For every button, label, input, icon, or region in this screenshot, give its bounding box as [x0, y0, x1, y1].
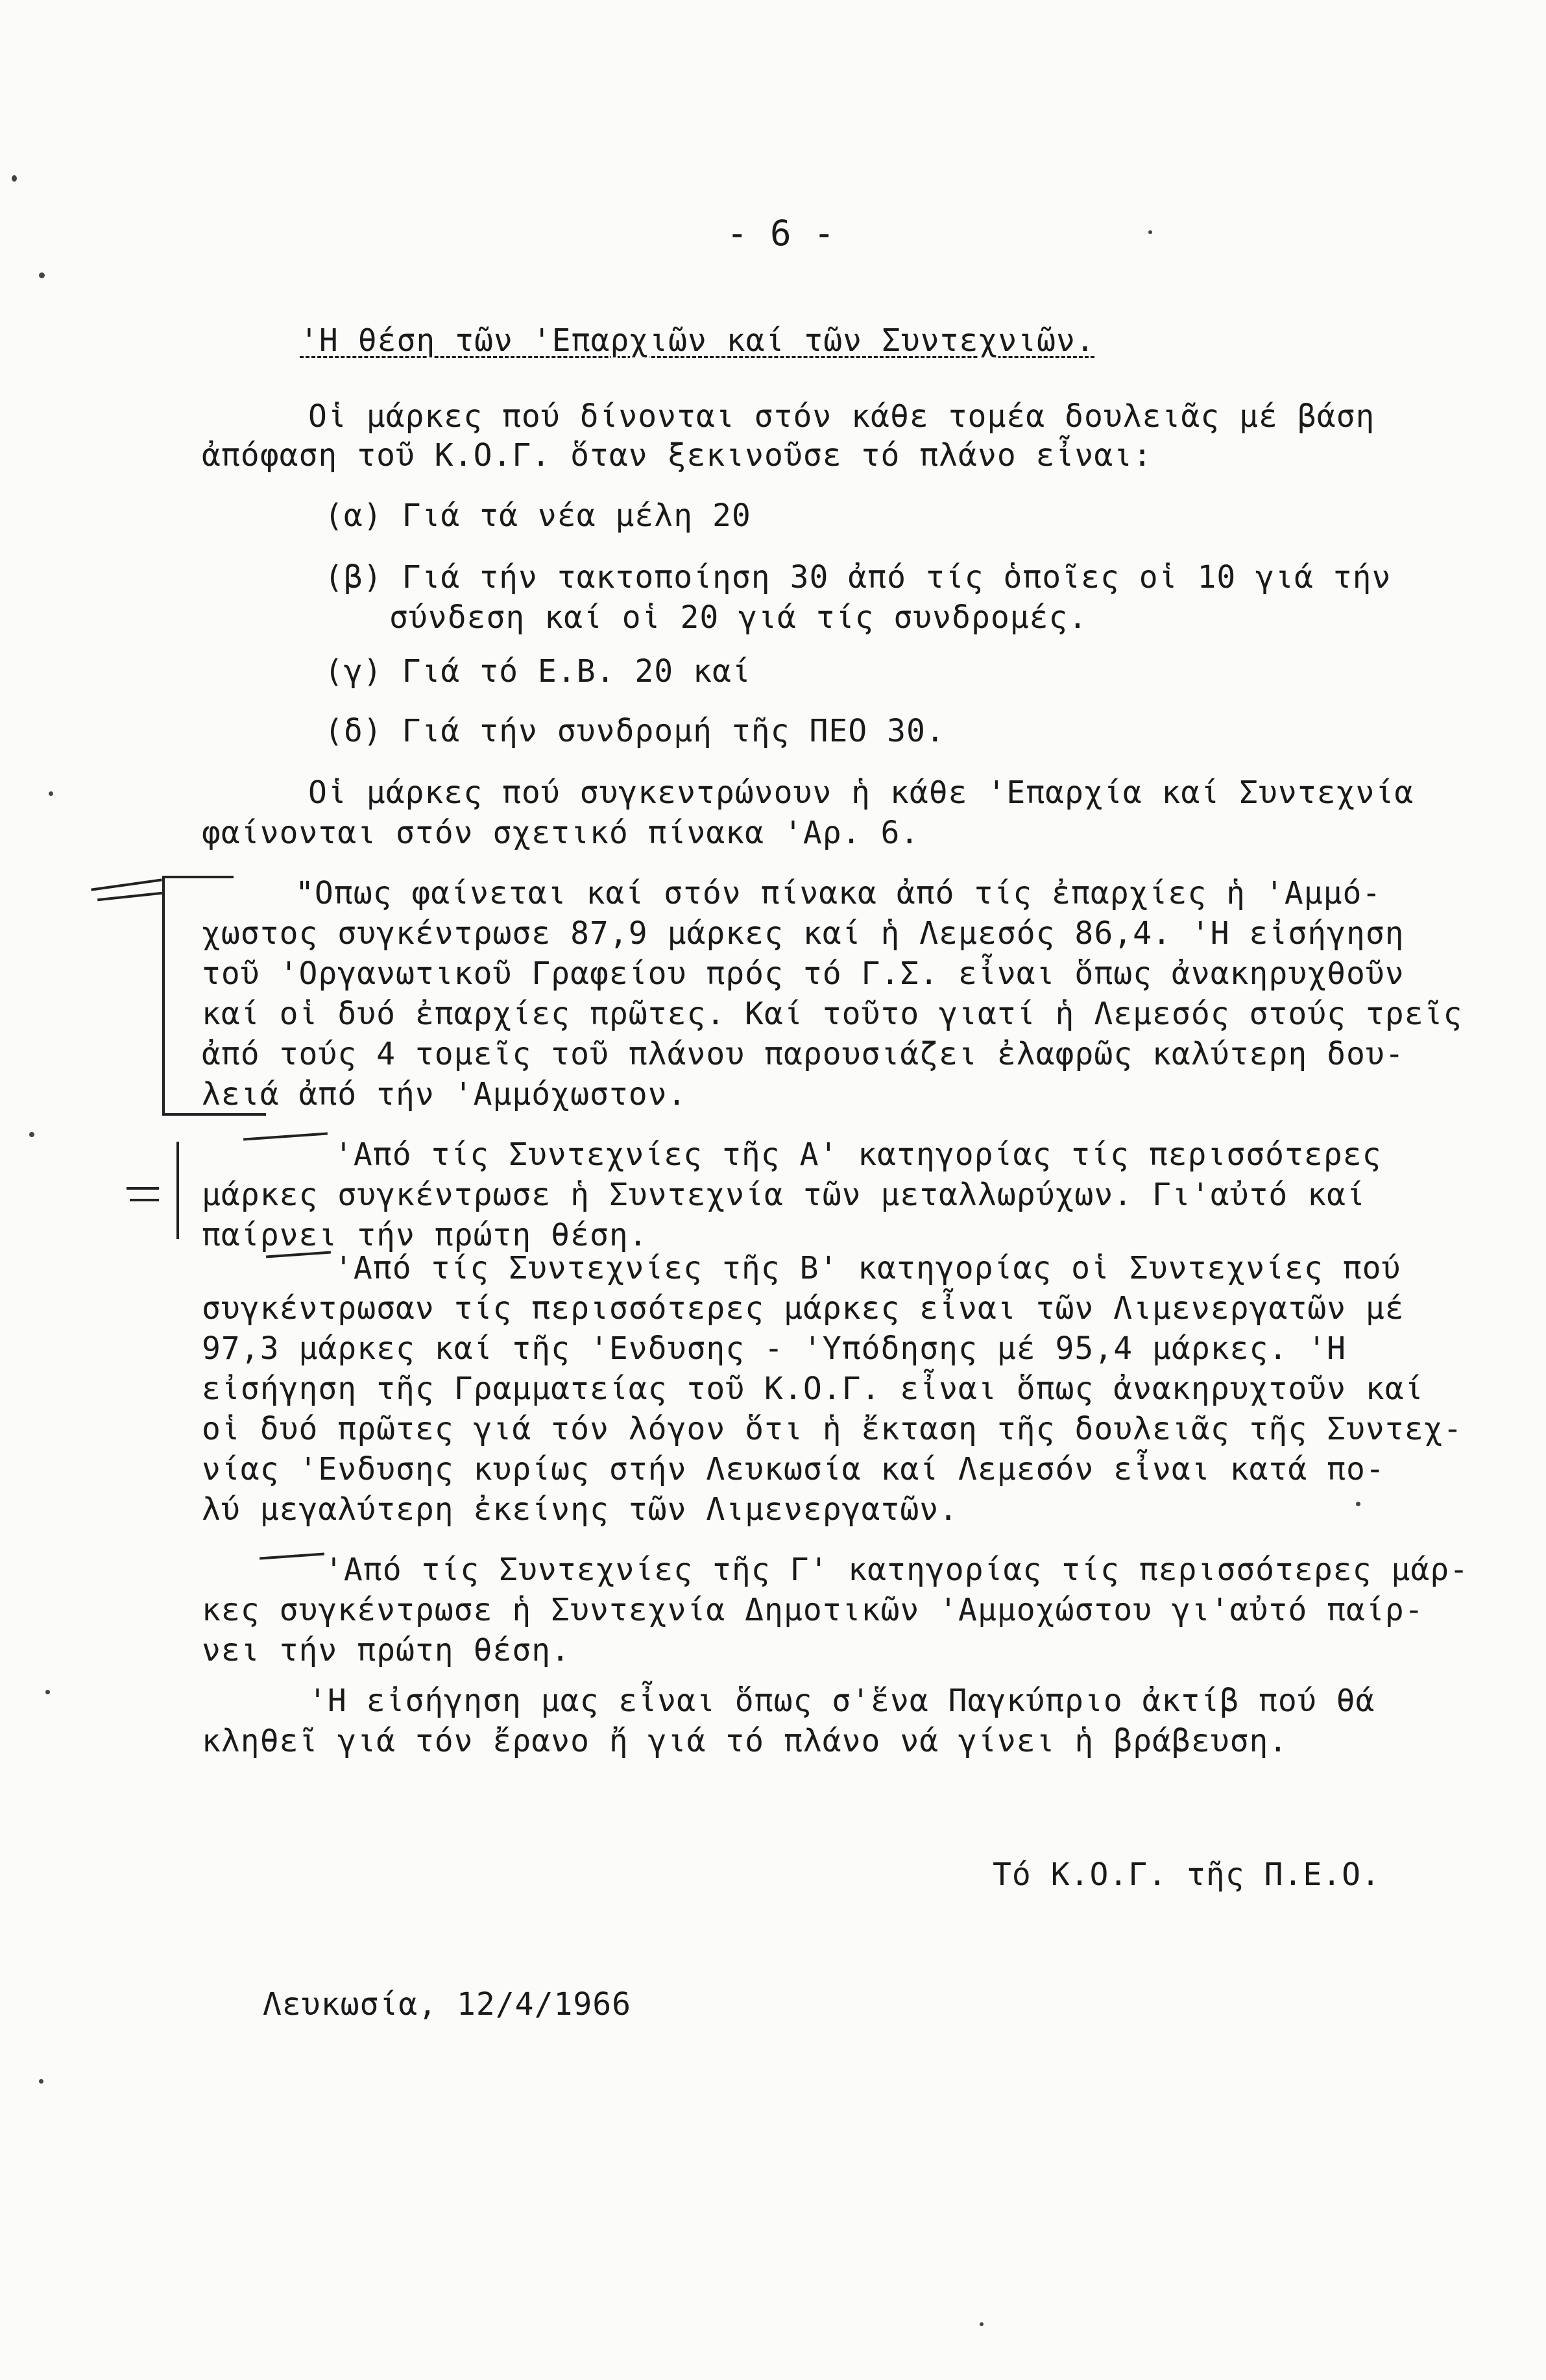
cat-b-line-4: εἰσήγηση τῆς Γραμματείας τοῦ Κ.Ο.Γ. εἶναι ὅπως ἀνακηρυχτοῦν καί — [202, 1371, 1424, 1407]
marks-para-line-2: φαίνονται στόν σχετικό πίνακα 'Αρ. 6. — [202, 815, 920, 851]
margin-stroke — [127, 1187, 159, 1190]
speck — [39, 272, 45, 278]
cat-b-line-6: νίας 'Ενδυσης κυρίως στήν Λευκωσία καί Λεμεσόν εἶναι κατά πο- — [202, 1451, 1385, 1487]
margin-dash — [260, 1553, 324, 1560]
cat-c-line-1: 'Από τίς Συντεχνίες τῆς Γ' κατηγορίας τίς περισσότερες μάρ- — [324, 1552, 1469, 1588]
cat-c-line-2: κες συγκέντρωσε ἡ Συντεχνία Δημοτικῶν 'Αμμοχώστου γι'αὐτό παίρ- — [202, 1592, 1424, 1628]
provinces-line-1: "Οπως φαίνεται καί στόν πίνακα ἀπό τίς ἐπαρχίες ἡ 'Αμμό- — [295, 875, 1382, 911]
cat-a-line-3: παίρνει τήν πρώτη θέση. — [202, 1217, 648, 1253]
item-b-label: (β) — [324, 559, 383, 595]
item-a — [324, 496, 751, 535]
speck — [980, 2322, 984, 2326]
provinces-line-3: τοῦ 'Οργανωτικοῦ Γραφείου πρός τό Γ.Σ. εἶναι ὅπως ἀνακηρυχθοῦν — [202, 956, 1405, 992]
item-c-label: (γ) — [324, 653, 383, 690]
signature: Τό Κ.Ο.Γ. τῆς Π.Ε.Ο. — [993, 1857, 1381, 1893]
item-c-text: Γιά τό Ε.Β. 20 καί — [402, 653, 751, 690]
cat-a-line-1: 'Από τίς Συντεχνίες τῆς Α' κατηγορίας τίς περισσότερες — [334, 1136, 1382, 1173]
margin-stroke — [97, 892, 162, 901]
provinces-line-5: ἀπό τούς 4 τομεῖς τοῦ πλάνου παρουσιάζει ἐλαφρῶς καλύτερη δου- — [202, 1036, 1405, 1072]
provinces-line-2: χωστος συγκέντρωσε 87,9 μάρκες καί ἡ Λεμεσός 86,4. 'Η εἰσήγηση — [202, 915, 1405, 952]
item-d-text: Γιά τήν συνδρομή τῆς ΠΕΟ 30. — [402, 713, 945, 749]
section-heading: 'Η θέση τῶν 'Επαρχιῶν καί τῶν Συντεχνιῶν. — [300, 322, 1095, 359]
intro-line-2: ἀπόφαση τοῦ Κ.Ο.Γ. ὅταν ξεκινοῦσε τό πλάνο εἶναι: — [202, 437, 1153, 474]
cat-b-line-2: συγκέντρωσαν τίς περισσότερες μάρκες εἶναι τῶν Λιμενεργατῶν μέ — [202, 1290, 1405, 1327]
cat-b-line-5: οἱ δυό πρῶτες γιά τόν λόγον ὅτι ἡ ἔκταση τῆς δουλειᾶς τῆς Συντεχ- — [202, 1411, 1463, 1447]
proposal-line-2: κληθεῖ γιά τόν ἔρανο ἤ γιά τό πλάνο νά γίνει ἡ βράβευση. — [202, 1723, 1288, 1759]
speck — [45, 1690, 50, 1694]
speck — [29, 1132, 34, 1137]
speck — [49, 791, 53, 796]
margin-bracket — [162, 876, 165, 1116]
item-d — [324, 712, 945, 751]
cat-b-line-7: λύ μεγαλύτερη ἐκείνης τῶν Λιμενεργατῶν. — [202, 1491, 959, 1528]
item-b — [324, 558, 1391, 597]
speck — [1356, 1502, 1360, 1506]
cat-a-line-2: μάρκες συγκέντρωσε ἡ Συντεχνία τῶν μεταλλωρύχων. Γι'αὐτό καί — [202, 1177, 1366, 1213]
proposal-line-1: 'Η εἰσήγηση μας εἶναι ὅπως σ'ἕνα Παγκύπριο ἀκτίβ πού θά — [308, 1683, 1375, 1719]
provinces-line-6: λειά ἀπό τήν 'Αμμόχωστον. — [202, 1076, 687, 1112]
cat-b-line-1: 'Από τίς Συντεχνίες τῆς Β' κατηγορίας οἱ Συντεχνίες πού — [334, 1250, 1401, 1286]
margin-bracket-bottom — [162, 1113, 266, 1116]
margin-bar — [176, 1142, 179, 1239]
provinces-line-4: καί οἱ δυό ἐπαρχίες πρῶτες. Καί τοῦτο γιατί ἡ Λεμεσός στούς τρεῖς — [202, 996, 1463, 1032]
speck — [12, 175, 17, 182]
cat-b-line-3: 97,3 μάρκες καί τῆς 'Ενδυσης - 'Υπόδησης μέ 95,4 μάρκες. 'Η — [202, 1330, 1347, 1367]
intro-line-1: Οἱ μάρκες πού δίνονται στόν κάθε τομέα δουλειᾶς μέ βάση — [308, 398, 1375, 435]
item-a-text: Γιά τά νέα μέλη 20 — [402, 498, 751, 534]
item-a-label: (α) — [324, 498, 383, 534]
item-c — [324, 652, 751, 691]
speck — [39, 2079, 43, 2084]
margin-dash — [243, 1132, 328, 1140]
item-d-label: (δ) — [324, 713, 383, 749]
item-b-text-2: σύνδεση καί οἱ 20 γιά τίς συνδρομές. — [389, 599, 1088, 636]
item-b-text-1: Γιά τήν τακτοποίηση 30 ἀπό τίς ὁποῖες οἱ 10 γιά τήν — [402, 559, 1392, 595]
page-number: - 6 - — [727, 213, 836, 254]
marks-para-line-1: Οἱ μάρκες πού συγκεντρώνουν ἡ κάθε 'Επαρχία καί Συντεχνία — [308, 775, 1414, 811]
margin-stroke — [130, 1199, 159, 1201]
speck — [1148, 230, 1152, 234]
place-date: Λευκωσία, 12/4/1966 — [263, 1986, 632, 2023]
cat-c-line-3: νει τήν πρώτη θέση. — [202, 1632, 571, 1668]
margin-bracket-top — [162, 876, 234, 878]
margin-stroke — [91, 878, 162, 891]
